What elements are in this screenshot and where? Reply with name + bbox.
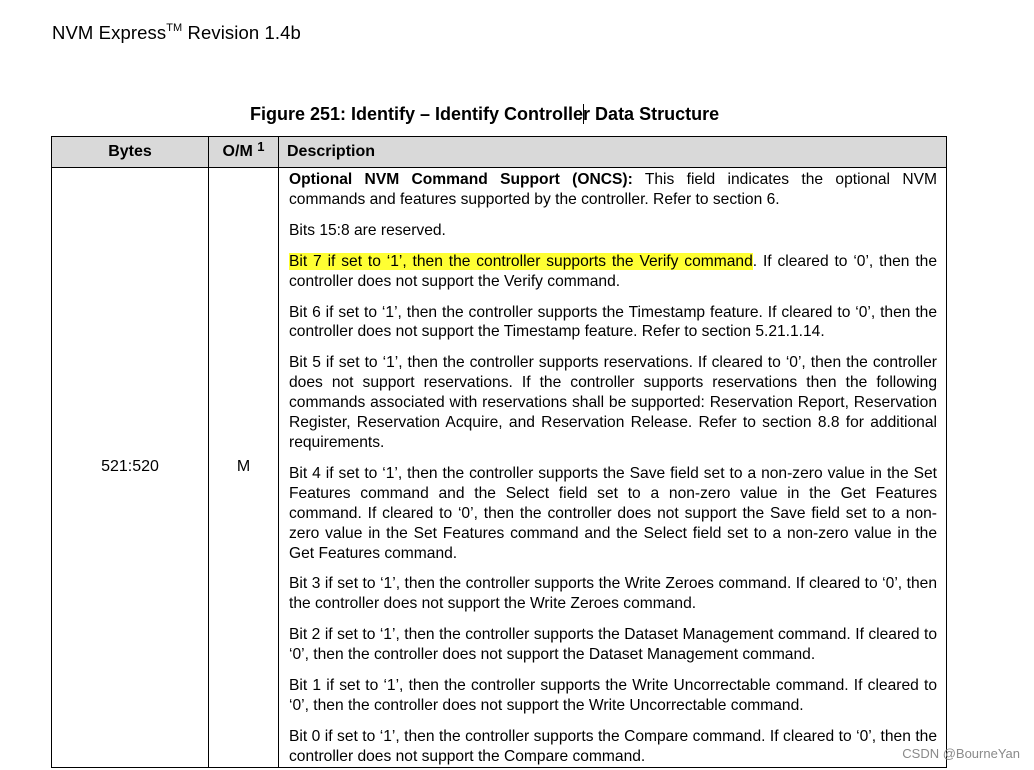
bit7-paragraph xyxy=(289,252,937,292)
doc-title-main: NVM Express xyxy=(52,22,167,43)
figure-title xyxy=(250,104,719,125)
bit6-paragraph: Bit 6 if set to ‘1’, then the controller supports the Timestamp feature. If cleared to ‘0’, then the controller does not support the Timestamp feature. Refer to section 5.21.1.14. xyxy=(289,303,937,341)
bit4-paragraph: Bit 4 if set to ‘1’, then the controller supports the Save field set to a non-zero value in the Set Features command and the Select field set to a non-zero value in the Get Features command. If cleared to ‘0’, then the controller does not support the Save field set to a non-zero value in the Set Features command and the Select field set to a non-zero value in the Get Features command. xyxy=(289,464,937,562)
table-header-row xyxy=(52,137,947,168)
doc-revision: Revision 1.4b xyxy=(182,22,301,43)
data-structure-table xyxy=(51,136,947,768)
bit0-paragraph: Bit 0 if set to ‘1’, then the controller supports the Compare command. If cleared to ‘0’, then the controller does not support the Compare command. xyxy=(289,727,937,765)
field-name: Optional NVM Command Support (ONCS): xyxy=(289,171,633,188)
bit7-rest: . If cleared to ‘0’, then the controller does not support the Verify command. xyxy=(289,252,937,290)
figure-title-part2: r Data Structure xyxy=(583,104,720,124)
trademark-superscript: TM xyxy=(166,22,183,34)
footnote-marker: 1 xyxy=(257,139,265,154)
figure-title-part1: Figure 251: Identify – Identify Controlle xyxy=(250,104,584,124)
highlighted-text: Bit 7 if set to ‘1’, then the controller supports the Verify command xyxy=(289,252,753,270)
column-header-om-label: O/M xyxy=(222,143,253,160)
column-header-bytes: Bytes xyxy=(52,137,209,168)
bit1-paragraph: Bit 1 if set to ‘1’, then the controller supports the Write Uncorrectable command. If cleared to ‘0’, then the controller does not support the Write Uncorrectable command. xyxy=(289,677,937,714)
bit3-paragraph: Bit 3 if set to ‘1’, then the controller supports the Write Zeroes command. If cleared to ‘0’, then the controller does not support the Write Zeroes command. xyxy=(289,575,937,613)
bytes-cell: 521:520 xyxy=(52,168,209,768)
reserved-bits-paragraph: Bits 15:8 are reserved. xyxy=(289,221,446,239)
column-header-om xyxy=(209,137,279,168)
column-header-description: Description xyxy=(279,137,947,168)
document-header xyxy=(52,22,301,44)
watermark: CSDN @BourneYan xyxy=(902,746,1020,761)
description-cell xyxy=(279,168,947,768)
oncs-paragraph xyxy=(289,170,937,210)
field-intro: This field indicates the optional NVM commands and features supported by the controller. Refer to section 6. xyxy=(289,171,937,208)
table-row xyxy=(52,168,947,768)
om-cell: M xyxy=(209,168,279,768)
bit2-paragraph: Bit 2 if set to ‘1’, then the controller supports the Dataset Management command. If cleared to ‘0’, then the controller does not support the Dataset Management command. xyxy=(289,626,937,664)
bit5-paragraph: Bit 5 if set to ‘1’, then the controller supports reservations. If cleared to ‘0’, then the controller does not support reservations. If the controller supports reservations then the following commands associated with reservations shall be supported: Reservation Report, Reservation Register, Reservation Acquire, and Reservation Release. Refer to section 8.8 for additional requirements. xyxy=(289,354,937,451)
